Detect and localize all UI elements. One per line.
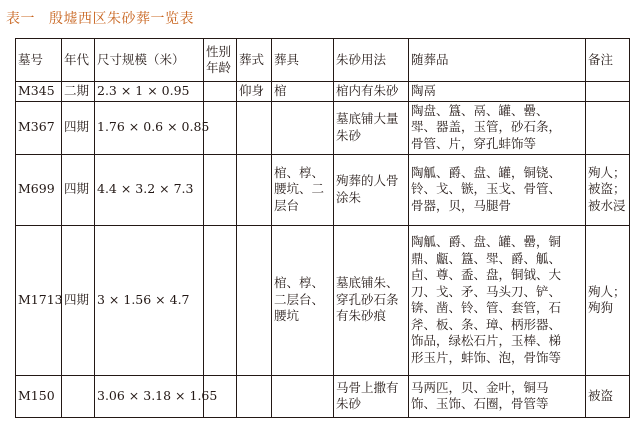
- header-period: 年代: [62, 39, 95, 82]
- cell-sex-age: [204, 225, 237, 375]
- cinnabar-burial-table: [15, 38, 630, 418]
- cell-posture: [237, 375, 272, 417]
- cell-coffin: 棺: [272, 82, 334, 102]
- cell-coffin: 棺、椁、 二层台、 腰坑: [272, 225, 334, 375]
- cell-remarks: 被盗: [586, 375, 630, 417]
- cell-posture: [237, 154, 272, 225]
- cell-goods: 马两匹，贝、金叶，铜马 饰、玉饰、石圈，骨管等: [409, 375, 586, 417]
- header-posture: 葬式: [237, 39, 272, 82]
- header-size: 尺寸规模（米）: [95, 39, 204, 82]
- cell-tomb: M699: [16, 154, 62, 225]
- cell-posture: [237, 225, 272, 375]
- header-tomb: 墓号: [16, 39, 62, 82]
- cell-size: 1.76 × 0.6 × 0.85: [95, 101, 204, 154]
- cell-size: 4.4 × 3.2 × 7.3: [95, 154, 204, 225]
- header-row: [16, 39, 630, 82]
- cell-sex-age: [204, 82, 237, 102]
- cell-goods: 陶觚、爵、盘、罐，铜铙、 铃、戈、镞，玉戈、骨管、 骨器，贝，马腿骨: [409, 154, 586, 225]
- table-row: [16, 225, 630, 375]
- caption-number: 表一: [6, 11, 35, 27]
- cell-cinnabar: 殉葬的人骨 涂朱: [334, 154, 409, 225]
- cell-goods: 陶盘、簋、鬲、罐、罍、 斝、器盖，玉管，砂石条， 骨管、片，穿孔蚌饰等: [409, 101, 586, 154]
- cell-tomb: M367: [16, 101, 62, 154]
- cell-goods: 陶鬲: [409, 82, 586, 102]
- cell-cinnabar: 棺内有朱砂: [334, 82, 409, 102]
- header-coffin: 葬具: [272, 39, 334, 82]
- cell-period: 四期: [62, 225, 95, 375]
- header-goods: 随葬品: [409, 39, 586, 82]
- table-caption: [6, 8, 194, 28]
- cell-coffin: [272, 375, 334, 417]
- table-row: [16, 101, 630, 154]
- table-row: [16, 82, 630, 102]
- cell-coffin: 棺、椁、 腰坑、二 层台: [272, 154, 334, 225]
- cell-period: [62, 375, 95, 417]
- cell-size: 2.3 × 1 × 0.95: [95, 82, 204, 102]
- header-remarks: 备注: [586, 39, 630, 82]
- cell-posture: [237, 101, 272, 154]
- cell-remarks: [586, 101, 630, 154]
- cell-size: 3.06 × 3.18 × 1.65: [95, 375, 204, 417]
- header-sex-age: 性别 年龄: [204, 39, 237, 82]
- cell-size: 3 × 1.56 × 4.7: [95, 225, 204, 375]
- cell-goods: 陶觚、爵、盘、罐、罍，铜 鼎、甗、簋、斝、爵、觚、 卣、尊、盉、盘，铜钺、大 刀、戈、矛、马头刀、铲、 锛、凿、铃、管、套管，石 斧、板、条、璋、柄形器、 饰品，绿松石片，玉棒、梯 形玉片，蚌饰、泡，骨饰等: [409, 225, 586, 375]
- cell-tomb: M345: [16, 82, 62, 102]
- cell-tomb: M150: [16, 375, 62, 417]
- header-cinnabar: 朱砂用法: [334, 39, 409, 82]
- cell-remarks: [586, 82, 630, 102]
- cell-coffin: [272, 101, 334, 154]
- cell-cinnabar: 墓底铺朱、 穿孔砂石条 有朱砂痕: [334, 225, 409, 375]
- cell-remarks: 殉人； 被盗； 被水浸: [586, 154, 630, 225]
- cell-period: 四期: [62, 101, 95, 154]
- cell-remarks: 殉人； 殉狗: [586, 225, 630, 375]
- table-row: [16, 375, 630, 417]
- cell-sex-age: [204, 154, 237, 225]
- cell-cinnabar: 马骨上撒有 朱砂: [334, 375, 409, 417]
- cell-cinnabar: 墓底铺大量 朱砂: [334, 101, 409, 154]
- caption-title: 殷墟西区朱砂葬一览表: [49, 11, 194, 27]
- cell-tomb: M1713: [16, 225, 62, 375]
- cell-period: 四期: [62, 154, 95, 225]
- table-row: [16, 154, 630, 225]
- cell-period: 二期: [62, 82, 95, 102]
- cell-posture: 仰身: [237, 82, 272, 102]
